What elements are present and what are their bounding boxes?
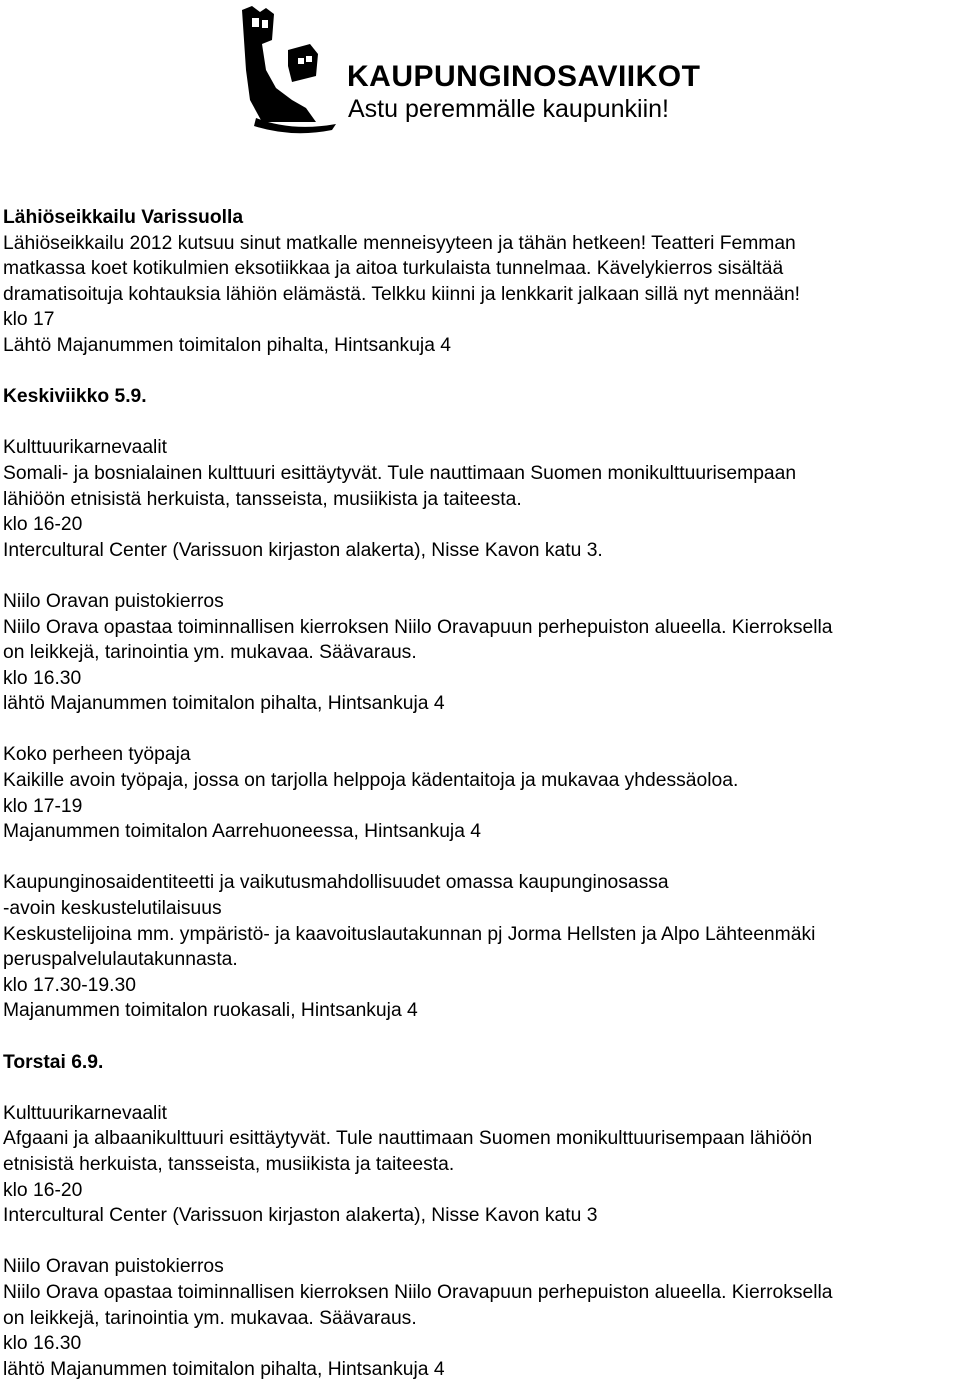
event-kulttuurikarnevaalit-day2 <box>3 1101 960 1229</box>
event-puistokierros-day2 <box>3 1254 960 1382</box>
event-heading: Niilo Oravan puistokierros <box>3 590 224 612</box>
event-heading: Kulttuurikarnevaalit <box>3 1102 167 1124</box>
event-description-line: matkassa koet kotikulmien eksotiikkaa ja aitoa turkulaista tunnelmaa. Kävelykierros sisältää <box>3 258 784 280</box>
event-time: klo 17.30-19.30 <box>3 974 136 996</box>
event-description-line: Lähiöseikkailu 2012 kutsuu sinut matkalle menneisyyteen ja tähän hetkeen! Teatteri Femman <box>3 232 796 254</box>
event-description-line: on leikkejä, tarinointia ym. mukavaa. Säävaraus. <box>3 642 417 664</box>
event-description-line: lähiöön etnisistä herkuista, tansseista, musiikista ja taiteesta. <box>3 488 522 510</box>
event-location: Intercultural Center (Varissuon kirjaston alakerta), Nisse Kavon katu 3 <box>3 1205 598 1227</box>
event-description-line: Afgaani ja albaanikulttuuri esittäytyvät. Tule nauttimaan Suomen monikulttuurisempaan lähiöön <box>3 1128 813 1150</box>
event-heading: Koko perheen työpaja <box>3 744 191 766</box>
spacer <box>3 1229 960 1255</box>
event-time: klo 16-20 <box>3 514 83 536</box>
event-tyopaja-day1 <box>3 742 960 844</box>
event-puistokierros-day1 <box>3 589 960 717</box>
event-description-line: etnisistä herkuista, tansseista, musiikista ja taiteesta. <box>3 1153 455 1175</box>
event-description-line: peruspalvelulautakunnasta. <box>3 949 238 971</box>
event-description-line: dramatisoituja kohtauksia lähiön elämästä. Telkku kiinni ja lenkkarit jalkaan sillä nyt mennään! <box>3 283 801 305</box>
spacer <box>3 845 960 871</box>
spacer <box>3 1024 960 1050</box>
day-heading: Keskiviikko 5.9. <box>3 386 147 408</box>
event-description-line: Niilo Orava opastaa toiminnallisen kierroksen Niilo Oravapuun perhepuiston alueella. Kierroksella <box>3 1281 833 1303</box>
event-description-line: Keskustelijoina mm. ympäristö- ja kaavoituslautakunnan pj Jorma Hellsten ja Alpo Lähteenmäki <box>3 923 816 945</box>
event-description-line: Kaikille avoin työpaja, jossa on tarjolla helppoja kädentaitoja ja mukavaa yhdessäoloa. <box>3 770 739 792</box>
spacer <box>3 717 960 743</box>
event-location: Majanummen toimitalon Aarrehuoneessa, Hintsankuja 4 <box>3 821 482 843</box>
event-location: lähtö Majanummen toimitalon pihalta, Hintsankuja 4 <box>3 1358 445 1380</box>
event-location: Lähtö Majanummen toimitalon pihalta, Hintsankuja 4 <box>3 334 452 356</box>
spacer <box>3 359 960 385</box>
event-subheading: -avoin keskustelutilaisuus <box>3 898 222 920</box>
spacer <box>3 563 960 589</box>
event-location: Majanummen toimitalon ruokasali, Hintsankuja 4 <box>3 1000 418 1022</box>
logo-tagline: Astu peremmälle kaupunkiin! <box>348 95 669 123</box>
logo-building-icon <box>232 0 352 140</box>
event-description-line: on leikkejä, tarinointia ym. mukavaa. Säävaraus. <box>3 1307 417 1329</box>
spacer <box>3 410 960 436</box>
spacer <box>3 1075 960 1101</box>
event-time: klo 17-19 <box>3 795 83 817</box>
event-keskustelutilaisuus-day1 <box>3 870 960 1024</box>
day-heading: Torstai 6.9. <box>3 1051 104 1073</box>
event-description-line: Somali- ja bosnialainen kulttuuri esittäytyvät. Tule nauttimaan Suomen monikulttuurisempaan <box>3 462 797 484</box>
event-time: klo 16.30 <box>3 667 82 689</box>
event-location: lähtö Majanummen toimitalon pihalta, Hintsankuja 4 <box>3 693 445 715</box>
event-time: klo 17 <box>3 309 55 331</box>
kaupunginosaviikot-logo <box>232 0 702 140</box>
event-kulttuurikarnevaalit-day1 <box>3 435 960 563</box>
event-heading: Kulttuurikarnevaalit <box>3 437 167 459</box>
event-heading: Niilo Oravan puistokierros <box>3 1256 224 1278</box>
event-lahioseikkailu <box>3 205 960 359</box>
event-time: klo 16-20 <box>3 1179 83 1201</box>
logo-title: KAUPUNGINOSAVIIKOT <box>347 60 701 93</box>
event-location: Intercultural Center (Varissuon kirjaston alakerta), Nisse Kavon katu 3. <box>3 539 603 561</box>
event-heading: Lähiöseikkailu Varissuolla <box>3 207 244 228</box>
event-description-line: Niilo Orava opastaa toiminnallisen kierroksen Niilo Oravapuun perhepuiston alueella. Kierroksella <box>3 616 833 638</box>
event-time: klo 16.30 <box>3 1333 82 1355</box>
event-heading: Kaupunginosaidentiteetti ja vaikutusmahdollisuudet omassa kaupunginosassa <box>3 872 669 894</box>
event-program <box>3 205 960 1382</box>
